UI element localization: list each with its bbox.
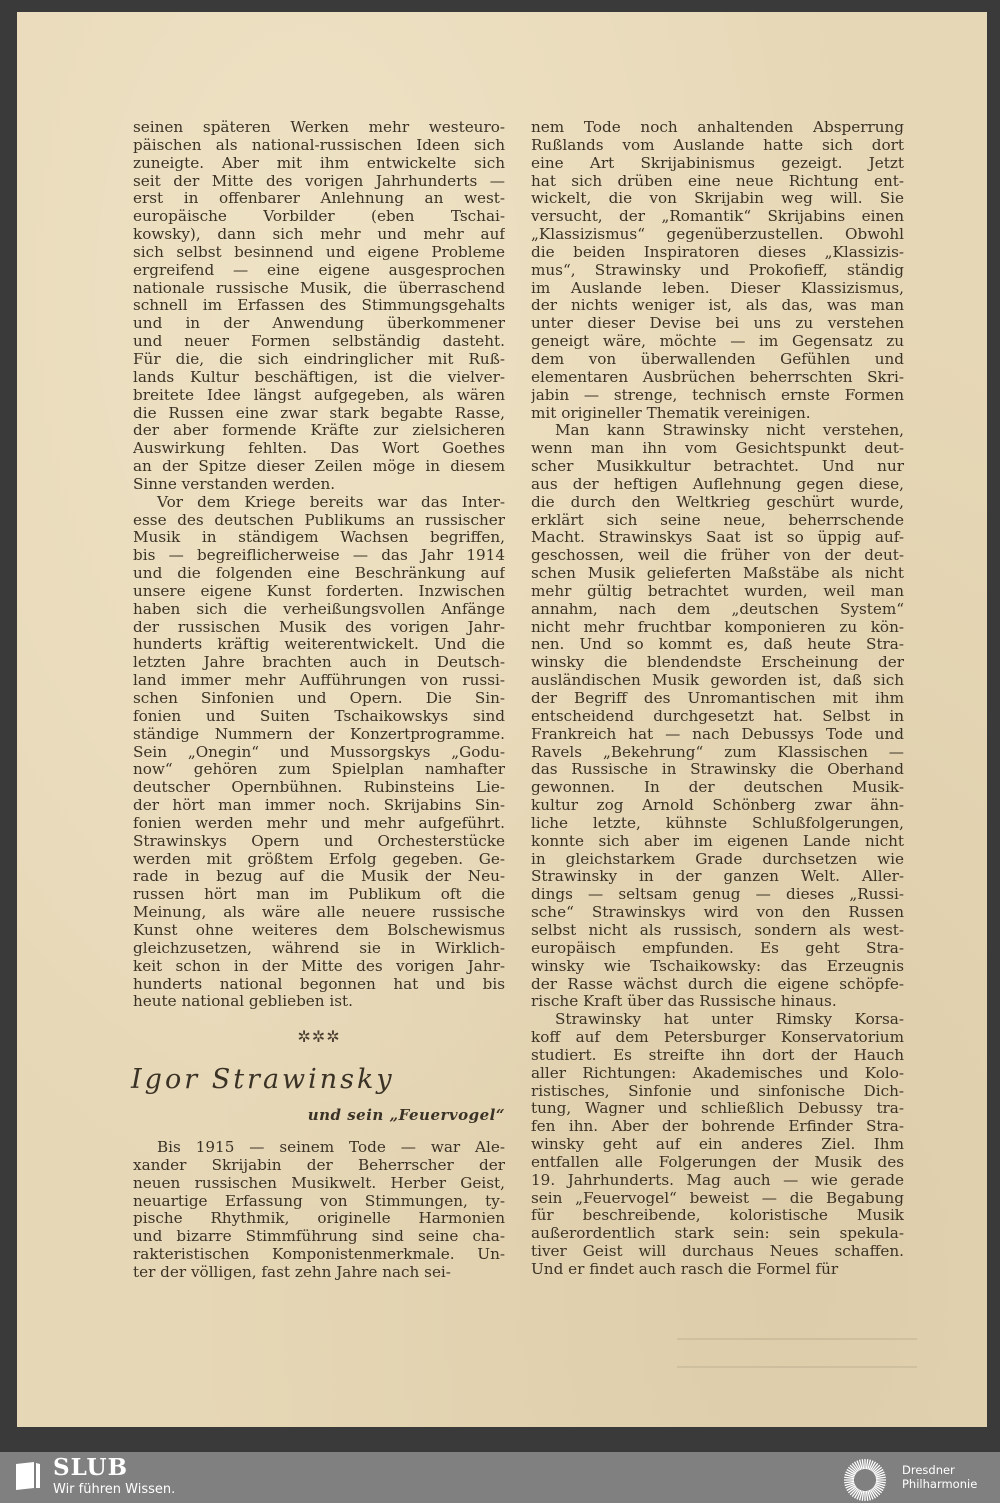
text-line: sche“ Strawinskys wird von den Russen <box>531 904 904 922</box>
text-line: wickelt, die von Skrijabin weg will. Sie <box>531 190 904 208</box>
text-line: keit schon in der Mitte des vorigen Jahr- <box>133 957 505 975</box>
text-line: eine Art Skrijabinismus gezeigt. Jetzt <box>531 154 904 172</box>
text-line: wenn man ihn vom Gesichtspunkt deut- <box>531 440 904 458</box>
text-line: pische Rhythmik, originelle Harmonien <box>133 1210 505 1228</box>
text-line: Kunst ohne weiteres dem Bolschewismus <box>133 921 505 939</box>
text-line: Strawinskys Opern und Orchesterstücke <box>133 832 505 850</box>
text-line: nen. Und so kommt es, daß heute Stra- <box>531 636 904 654</box>
text-line: rische Kraft über das Russische hinaus. <box>531 993 837 1011</box>
text-line: Frankreich hat — nach Debussys Tode und <box>531 725 904 743</box>
text-line: der russischen Musik des vorigen Jahr- <box>133 618 505 636</box>
text-line: lands Kultur beschäftigen, ist die vielver- <box>133 368 505 386</box>
text-line: werden mit größtem Erfolg gegeben. Ge- <box>133 850 505 868</box>
text-line: sich selbst besinnend und eigene Probleme <box>133 243 505 261</box>
slub-name[interactable]: SLUB <box>53 1454 129 1481</box>
partner-name-line2: Philharmonie <box>902 1477 978 1491</box>
logo-ray <box>876 1481 886 1482</box>
text-line: fen ihn. Aber der bohrende Erfinder Stra- <box>531 1118 904 1136</box>
logo-ray <box>866 1491 867 1501</box>
text-line: Man kann Strawinsky nicht verstehen, <box>555 422 904 440</box>
text-line: der hört man immer noch. Skrijabins Sin- <box>133 797 505 815</box>
text-line: kowsky), dann sich mehr und mehr auf <box>133 226 505 244</box>
text-line: ristisches, Sinfonie und sinfonische Dich- <box>531 1082 904 1100</box>
text-line: schnell im Erfassen des Stimmungsgehalts <box>133 297 505 315</box>
text-line: ständige Nummern der Konzertprogramme. <box>133 725 505 743</box>
text-line: neuen russischen Musikwelt. Herber Geist, <box>133 1174 505 1192</box>
text-line: Sinne verstanden werden. <box>133 475 336 493</box>
text-line: mehr gültig betrachtet wurden, weil man <box>531 582 904 600</box>
text-line: dings — seltsam genug — dieses „Russi- <box>531 886 904 904</box>
text-line: erklärt sich seine neue, beherrschende <box>531 511 904 529</box>
text-line: winsky geht auf ein anderes Ziel. Ihm <box>531 1136 904 1154</box>
text-line: Sein „Onegin“ und Mussorgskys „Godu- <box>133 743 505 761</box>
text-line: winsky wie Tschaikowsky: das Erzeugnis <box>531 957 904 975</box>
text-line: seit der Mitte des vorigen Jahrhunderts — <box>133 172 505 190</box>
text-line: nationale russische Musik, die überraschend <box>133 279 505 297</box>
text-line: aus der heftigen Auflehnung gegen diese, <box>531 475 904 493</box>
text-line: russen hört man im Publikum oft die <box>133 886 505 904</box>
text-line: „Klassizismus“ gegenüberzustellen. Obwohl <box>531 226 904 244</box>
text-line: deutscher Opernbühnen. Rubinsteins Lie- <box>133 779 505 797</box>
text-line: heute national geblieben ist. <box>133 993 353 1011</box>
text-line: europäische Vorbilder (eben Tschai- <box>133 208 505 226</box>
text-line: Für die, die sich eindringlicher mit Ruß- <box>133 350 505 368</box>
text-line: gewonnen. In der deutschen Musik- <box>531 779 904 797</box>
text-line: hunderts kräftig weiterentwickelt. Und die <box>133 636 505 654</box>
text-line: breitete Idee längst aufgegeben, als wären <box>133 386 505 404</box>
text-line: die beiden Inspiratoren dieses „Klassizis- <box>531 243 904 261</box>
text-line: Und er findet auch rasch die Formel für <box>531 1261 839 1278</box>
text-line: ausländischen Musik geworden ist, daß sich <box>531 672 904 690</box>
text-line: Strawinsky in der ganzen Welt. Aller- <box>531 868 904 886</box>
text-line: hunderts national begonnen hat und bis <box>133 975 505 993</box>
text-line: die Russen eine zwar stark begabte Rasse, <box>133 404 505 422</box>
text-line: tiver Geist will durchaus Neues schaffen. <box>531 1243 904 1261</box>
text-line: päischen als national-russischen Ideen sich <box>133 136 505 154</box>
text-line: schen Sinfonien und Opern. Die Sin- <box>133 690 505 707</box>
text-line: und bizarre Stimmführung sind seine cha- <box>133 1228 505 1246</box>
text-line: Meinung, als wäre alle neuere russische <box>133 904 505 922</box>
text-line: und in der Anwendung überkommener <box>133 315 505 333</box>
text-line: selbst nicht als russisch, sondern als west- <box>531 921 904 939</box>
article-subheading: und sein „Feuervogel“ <box>307 1106 505 1124</box>
text-line: erst in offenbarer Anlehnung an west- <box>133 190 505 208</box>
text-line: geschossen, weil die früher von der deut- <box>531 547 904 565</box>
slub-logo-icon[interactable] <box>14 1460 42 1492</box>
text-line: der aber formende Kräfte zur zielsicheren <box>133 422 505 440</box>
text-line: mit origineller Thematik vereinigen. <box>531 404 811 422</box>
text-line: ter der völligen, fast zehn Jahre nach sei- <box>133 1263 451 1281</box>
text-line: tung, Wagner und schließlich Debussy tra- <box>531 1100 904 1118</box>
text-line: aller Richtungen: Akademisches und Kolo- <box>531 1064 904 1082</box>
text-line: europäisch empfunden. Es geht Stra- <box>531 939 904 957</box>
text-line: esse des deutschen Publikums an russischer <box>133 511 505 529</box>
text-line: kultur zog Arnold Schönberg zwar ähn- <box>531 797 904 815</box>
text-line: der Rasse wächst durch die eigene schöpfe- <box>531 975 904 993</box>
text-line: land immer mehr Aufführungen von russi- <box>133 672 505 690</box>
text-line: versucht, der „Romantik“ Skrijabins einen <box>531 208 904 226</box>
text-line: studiert. Es streifte ihn dort der Hauch <box>531 1046 904 1064</box>
text-line: liche letzte, kühnste Schlußfolgerungen, <box>531 814 904 832</box>
logo-ray <box>862 1459 863 1469</box>
text-line: scher Musikkultur betrachtet. Und nur <box>531 458 904 476</box>
text-line: annahm, nach dem „deutschen System“ <box>531 600 904 618</box>
text-line: nem Tode noch anhaltenden Absperrung <box>531 119 904 136</box>
text-line: im Auslande leben. Dieser Klassizismus, <box>531 279 904 297</box>
logo-ray <box>866 1459 867 1469</box>
text-line: xander Skrijabin der Beherrscher der <box>133 1156 505 1174</box>
text-line: rade in bezug auf die Musik der Neu- <box>133 868 505 886</box>
partner-name-line1: Dresdner <box>902 1463 955 1477</box>
text-line: fonien und Suiten Tschaikowskys sind <box>133 707 505 725</box>
text-line: für beschreibende, koloristische Musik <box>531 1207 904 1225</box>
text-line: Vor dem Kriege bereits war das Inter- <box>157 493 505 511</box>
text-line: Macht. Strawinskys Saat ist so üppig auf- <box>531 529 904 547</box>
text-line: und die folgenden eine Beschränkung auf <box>133 565 505 583</box>
logo-ray <box>844 1481 854 1482</box>
text-line: letzten Jahre brachten auch in Deutsch- <box>133 654 505 672</box>
text-line: Auswirkung fehlten. Das Wort Goethes <box>133 440 505 458</box>
text-line: konnte sich aber im eigenen Lande nicht <box>531 832 904 850</box>
dresdner-philharmonie-logo-icon[interactable] <box>842 1457 888 1503</box>
text-line: sein „Feuervogel“ beweist — die Begabung <box>531 1189 904 1207</box>
text-line: dem von überwallenden Gefühlen und <box>531 350 904 368</box>
text-line: schen Musik gelieferten Maßstäbe als nicht <box>531 565 904 583</box>
text-line: geneigt wäre, möchte — im Gegensatz zu <box>531 333 904 351</box>
text-line: bis — begreiflicherweise — das Jahr 1914 <box>133 547 505 565</box>
text-line: an der Spitze dieser Zeilen möge in diesem <box>133 458 505 476</box>
text-line: rakteristischen Komponistenmerkmale. Un- <box>133 1246 505 1264</box>
text-line: now“ gehören zum Spielplan namhafter <box>133 761 505 779</box>
text-line: seinen späteren Werken mehr westeuro- <box>133 119 505 136</box>
text-line: haben sich die verheißungsvollen Anfänge <box>133 600 505 618</box>
text-line: zuneigte. Aber mit ihm entwickelte sich <box>133 154 505 172</box>
scanned-page <box>17 12 987 1427</box>
text-line: Bis 1915 — seinem Tode — war Ale- <box>157 1139 505 1156</box>
left-column <box>133 119 505 1011</box>
text-line: Musik in ständigem Wachsen begriffen, <box>133 529 505 547</box>
text-line: unsere eigene Kunst forderten. Inzwischen <box>133 582 505 600</box>
slub-tagline: Wir führen Wissen. <box>53 1482 176 1497</box>
text-line: fonien werden mehr und mehr aufgeführt. <box>133 814 505 832</box>
text-line: elementaren Ausbrüchen beherrschten Skri- <box>531 368 904 386</box>
text-line: und neuer Formen selbständig dasteht. <box>133 333 505 351</box>
text-line: der Begriff des Unromantischen mit ihm <box>531 690 904 707</box>
text-line: ergreifend — eine eigene ausgesprochen <box>133 261 505 279</box>
partner-name[interactable] <box>902 1463 977 1491</box>
text-line: jabin — strenge, technisch ernste Formen <box>531 386 904 404</box>
text-line: die durch den Weltkrieg geschürt wurde, <box>531 493 904 511</box>
text-line: unter dieser Devise bei uns zu verstehen <box>531 315 904 333</box>
text-line: Ravels „Bekehrung“ zum Klassischen — <box>531 743 904 761</box>
text-line: hat sich drüben eine neue Richtung ent- <box>531 172 904 190</box>
section-ornament: ✲✲✲ <box>297 1027 341 1046</box>
logo-ray <box>844 1477 854 1478</box>
text-line: das Russische in Strawinsky die Oberhand <box>531 761 904 779</box>
text-line: 19. Jahrhunderts. Mag auch — wie gerade <box>531 1171 904 1189</box>
right-column <box>531 119 904 1279</box>
logo-ray <box>862 1491 863 1501</box>
text-line: Strawinsky hat unter Rimsky Korsa- <box>555 1011 904 1029</box>
text-line: der nichts weniger ist, als das, was man <box>531 297 904 315</box>
text-line: koff auf dem Petersburger Konservatorium <box>531 1029 904 1047</box>
logo-ray <box>876 1477 886 1478</box>
text-line: nicht mehr fruchtbar komponieren zu kön- <box>531 618 904 636</box>
article-heading: Igor Strawinsky <box>131 1064 395 1095</box>
text-line: winsky die blendendste Erscheinung der <box>531 654 904 672</box>
text-line: außerordentlich stark sein: sein spekula- <box>531 1225 904 1243</box>
text-line: Rußlands vom Auslande hatte sich dort <box>531 136 904 154</box>
text-line: neuartige Erfassung von Stimmungen, ty- <box>133 1192 505 1210</box>
bleed-through-mark <box>677 1338 917 1368</box>
text-line: gleichzusetzen, während sie in Wirklich- <box>133 939 505 957</box>
text-line: entscheidend durchgesetzt hat. Selbst in <box>531 707 904 725</box>
text-line: mus“, Strawinsky und Prokofieff, ständig <box>531 261 904 279</box>
text-line: in gleichstarkem Grade durchsetzen wie <box>531 850 904 868</box>
article-intro-column <box>133 1139 505 1282</box>
viewer-footer <box>0 1452 1000 1503</box>
text-line: entfallen alle Folgerungen der Musik des <box>531 1153 904 1171</box>
